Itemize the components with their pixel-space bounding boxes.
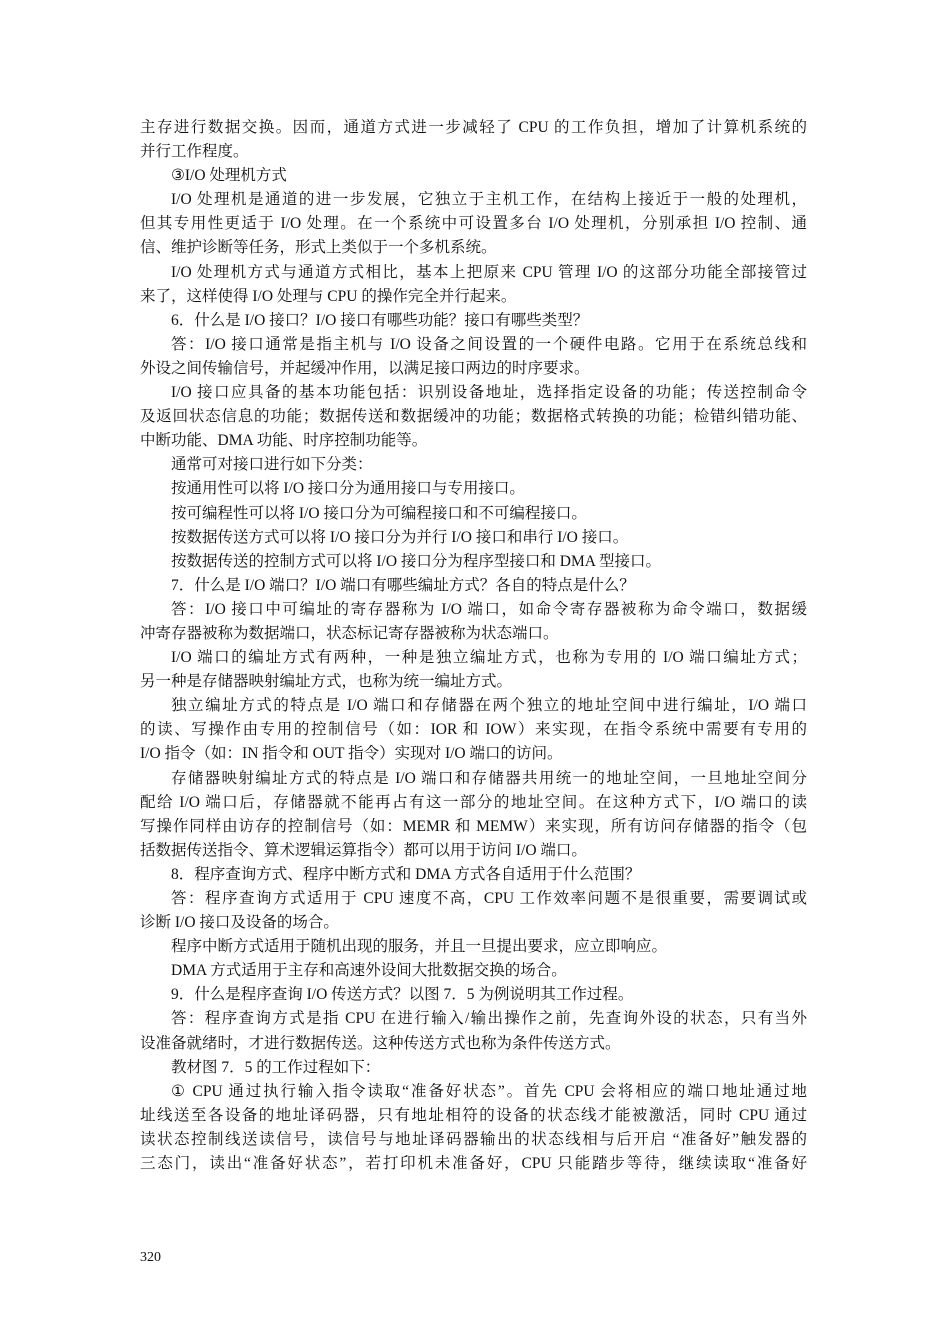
text-line: 址线送至各设备的地址译码器，只有地址相符的设备的状态线才能被激活，同时 CPU 通过 <box>140 1106 807 1124</box>
text-line: 按数据传送方式可以将 I/O 接口分为并行 I/O 接口和串行 I/O 接口。 <box>171 528 629 546</box>
text-line: 按数据传送的控制方式可以将 I/O 接口分为程序型接口和 DMA 型接口。 <box>171 552 661 570</box>
text-line: 另一种是存储器映射编址方式，也称为统一编址方式。 <box>140 673 513 691</box>
text-line: 答：I/O 接口中可编址的寄存器称为 I/O 端口，如命令寄存器被称为命令端口，数据缓 <box>171 600 807 618</box>
text-line: 6．什么是 I/O 接口？I/O 接口有哪些功能？接口有哪些类型？ <box>171 311 589 329</box>
page-number: 320 <box>140 1250 161 1265</box>
text-line: ③I/O 处理机方式 <box>171 167 287 185</box>
text-line: 读状态控制线送读信号，读信号与地址译码器输出的状态线相与后开启 “准备好”触发器的 <box>140 1130 807 1148</box>
text-line: 按通用性可以将 I/O 接口分为通用接口与专用接口。 <box>171 480 525 498</box>
text-line: 中断功能、DMA 功能、时序控制功能等。 <box>140 432 428 450</box>
text-line: 配给 I/O 端口后，存储器就不能再占有这一部分的地址空间。在这种方式下，I/O 端口的读 <box>140 793 807 811</box>
text-line: 主存进行数据交换。因而，通道方式进一步减轻了 CPU 的工作负担，增加了计算机系统的 <box>140 119 807 136</box>
text-line: 9．什么是程序查询 I/O 传送方式？以图 7．5 为例说明其工作过程。 <box>171 986 634 1004</box>
text-line: I/O 端口的编址方式有两种，一种是独立编址方式，也称为专用的 I/O 端口编址方式； <box>171 649 807 667</box>
text-line: 三态门，读出“准备好状态”，若打印机未准备好，CPU 只能踏步等待，继续读取“准备好 <box>140 1155 807 1173</box>
text-line: 7．什么是 I/O 端口？I/O 端口有哪些编址方式？各自的特点是什么？ <box>171 576 635 594</box>
text-line: 答：I/O 接口通常是指主机与 I/O 设备之间设置的一个硬件电路。它用于在系统总线和 <box>171 335 807 353</box>
text-line: I/O 接口应具备的基本功能包括：识别设备地址，选择指定设备的功能；传送控制命令 <box>171 384 807 402</box>
text-line: 独立编址方式的特点是 I/O 端口和存储器在两个独立的地址空间中进行编址，I/O 端口 <box>171 697 807 715</box>
text-line: 存储器映射编址方式的特点是 I/O 端口和存储器共用统一的地址空间，一旦地址空间分 <box>171 769 807 787</box>
text-line: ① CPU 通过执行输入指令读取“准备好状态”。首先 CPU 会将相应的端口地址通过地 <box>171 1082 807 1100</box>
text-line: 及返回状态信息的功能；数据传送和数据缓冲的功能；数据格式转换的功能；检错纠错功能、 <box>140 408 807 426</box>
text-line: 8．程序查询方式、程序中断方式和 DMA 方式各自适用于什么范围？ <box>171 865 641 883</box>
text-line: DMA 方式适用于主存和高速外设间大批数据交换的场合。 <box>171 962 567 980</box>
text-line: 教材图 7．5 的工作过程如下： <box>171 1058 381 1076</box>
text-line: 按可编程性可以将 I/O 接口分为可编程接口和不可编程接口。 <box>171 504 587 522</box>
text-line: 诊断 I/O 接口及设备的场合。 <box>140 914 339 932</box>
text-line: 答：程序查询方式是指 CPU 在进行输入/输出操作之前，先查询外设的状态，只有当外 <box>171 1010 807 1028</box>
text-line: 的读、写操作由专用的控制信号（如：IOR 和 IOW）来实现，在指令系统中需要有专用的 <box>140 721 807 739</box>
text-line: I/O 处理机是通道的进一步发展，它独立于主机工作，在结构上接近于一般的处理机， <box>171 191 807 209</box>
text-line: 括数据传送指令、算术逻辑运算指令）都可以用于访问 I/O 端口。 <box>140 841 587 859</box>
text-line: 设准备就绪时，才进行数据传送。这种传送方式也称为条件传送方式。 <box>140 1034 621 1052</box>
text-line: 答：程序查询方式适用于 CPU 速度不高，CPU 工作效率问题不是很重要，需要调试或 <box>171 890 807 907</box>
text-line: 外设之间传输信号，并起缓冲作用，以满足接口两边的时序要求。 <box>140 359 590 377</box>
text-line: I/O 处理机方式与通道方式相比，基本上把原来 CPU 管理 I/O 的这部分功能全部接管过 <box>171 263 807 281</box>
text-line: 程序中断方式适用于随机出现的服务，并且一旦提出要求，应立即响应。 <box>171 938 668 956</box>
text-line: 来了，这样使得 I/O 处理与 CPU 的操作完全并行起来。 <box>140 287 517 305</box>
document-body <box>140 116 807 1176</box>
text-line: I/O 指令（如：IN 指令和 OUT 指令）实现对 I/O 端口的访问。 <box>140 745 563 763</box>
text-line: 并行工作程度。 <box>140 143 249 161</box>
text-line: 但其专用性更适于 I/O 处理。在一个系统中可设置多台 I/O 处理机，分别承担 I/O 控制、通 <box>140 215 807 233</box>
text-line: 写操作同样由访存的控制信号（如：MEMR 和 MEMW）来实现，所有访问存储器的指令（包 <box>140 817 807 835</box>
text-line: 冲寄存器被称为数据端口，状态标记寄存器被称为状态端口。 <box>140 624 559 642</box>
text-line: 通常可对接口进行如下分类： <box>171 456 373 474</box>
text-line: 信、维护诊断等任务，形式上类似于一个多机系统。 <box>140 239 497 257</box>
